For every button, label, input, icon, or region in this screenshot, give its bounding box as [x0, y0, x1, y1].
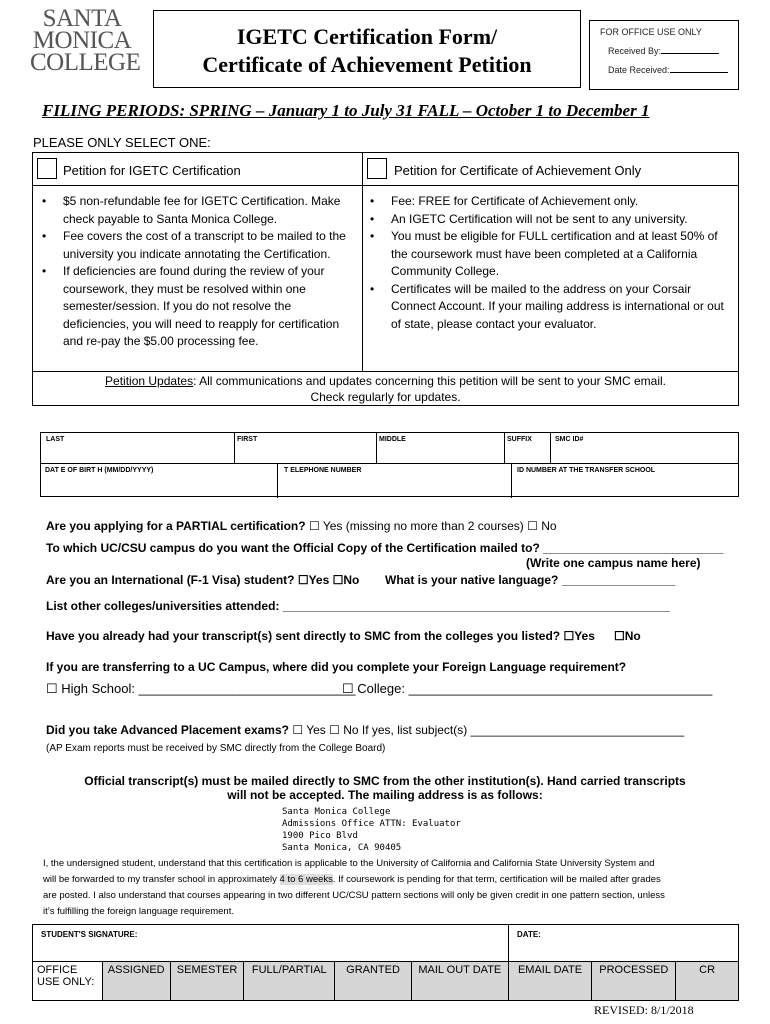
logo-line-2: MONICA	[32, 27, 132, 54]
coa-checkbox[interactable]	[367, 158, 387, 179]
revised-date: REVISED: 8/1/2018	[594, 1003, 694, 1017]
date-received-line	[670, 65, 728, 73]
office-cell: CR	[676, 962, 738, 1000]
logo-line-1: SANTA	[42, 5, 122, 32]
date-received-label: Date Received:	[608, 65, 670, 75]
ap-question: Did you take Advanced Placement exams? ☐ Yes ☐ No If yes, list subject(s) ________________________________	[46, 723, 685, 737]
petition-type-box	[32, 152, 739, 406]
college-option[interactable]: ☐ College: __________________________________________	[342, 681, 713, 696]
transcripts-question[interactable]: Have you already had your transcript(s) sent directly to SMC from the colleges you listed? ☐Yes	[46, 629, 595, 643]
ap-options[interactable]: ☐ Yes ☐ No If yes, list subject(s) ________________________________	[292, 723, 685, 737]
first-name-field[interactable]: FIRST	[237, 436, 258, 443]
campus-hint: (Write one campus name here)	[526, 556, 701, 570]
office-use-heading: FOR OFFICE USE ONLY	[600, 27, 702, 37]
office-cell: FULL/PARTIAL	[244, 962, 335, 1000]
transfer-id-field[interactable]: ID NUMBER AT THE TRANSFER SCHOOL	[517, 467, 656, 474]
list-item: • You must be eligible for FULL certification and at least 50% of the coursework must have been completed at a California Community College.	[366, 228, 734, 281]
list-item: • Certificates will be mailed to the address on your Corsair Connect Account. If your mailing address is international or out of state, please contact your evaluator.	[366, 281, 734, 334]
official-transcript-notice: Official transcript(s) must be mailed directly to SMC from the other institution(s). Hand carried transcripts will not be accepted. The mailing address is as follows:	[84, 774, 686, 802]
partial-question: Are you applying for a PARTIAL certification? ☐ Yes (missing no more than 2 courses) ☐ No	[46, 519, 557, 533]
received-by-label: Received By:	[608, 46, 662, 56]
updates-text: : All communications and updates concerning this petition will be sent to your SMC email.	[193, 374, 666, 388]
filing-periods: FILING PERIODS: SPRING – January 1 to July 31 FALL – October 1 to December 1	[42, 101, 650, 120]
title-line-1: IGETC Certification Form/	[236, 24, 498, 49]
petition-updates	[33, 373, 738, 405]
last-name-field[interactable]: LAST	[46, 436, 65, 443]
foreign-language-question: If you are transferring to a UC Campus, where did you complete your Foreign Language requirement?	[46, 660, 627, 674]
coa-bullet-list	[366, 193, 734, 333]
igetc-option-label: Petition for IGETC Certification	[63, 163, 241, 178]
transcripts-no-option[interactable]: ☐No	[614, 629, 641, 643]
igetc-bullet-list	[38, 193, 356, 351]
middle-name-field[interactable]: MIDDLE	[379, 436, 406, 443]
partial-options[interactable]: ☐ Yes (missing no more than 2 courses) ☐ No	[308, 519, 557, 533]
high-school-option[interactable]: ☐ High School: ______________________________	[46, 681, 356, 696]
list-item: • Fee covers the cost of a transcript to be mailed to the university you indicate annotating the Certification.	[38, 228, 356, 263]
form-title	[153, 10, 581, 88]
weeks-highlight: 4 to 6 weeks	[279, 874, 333, 885]
updates-label: Petition Updates	[105, 374, 194, 388]
list-item: • $5 non-refundable fee for IGETC Certification. Make check payable to Santa Monica College.	[38, 193, 356, 228]
office-cell: PROCESSED	[592, 962, 676, 1000]
student-info-grid	[40, 432, 739, 497]
office-use-row	[32, 961, 739, 1001]
office-cell: MAIL OUT DATE	[412, 962, 509, 1000]
logo-line-3: COLLEGE	[30, 49, 141, 76]
select-instruction: PLEASE ONLY SELECT ONE:	[33, 135, 211, 150]
phone-field[interactable]: T ELEPHONE NUMBER	[284, 467, 362, 474]
office-cell: EMAIL DATE	[509, 962, 593, 1000]
dob-field[interactable]: DAT E OF BIRT H (MM/DD/YYYY)	[45, 467, 154, 474]
office-cell: ASSIGNED	[103, 962, 171, 1000]
santa-monica-college-logo	[30, 5, 141, 76]
list-item: • Fee: FREE for Certificate of Achievement only.	[366, 193, 734, 211]
campus-question[interactable]: To which UC/CSU campus do you want the Official Copy of the Certification mailed to? ___________________________	[46, 541, 724, 555]
igetc-checkbox[interactable]	[37, 158, 57, 179]
student-signature-field[interactable]: STUDENT'S SIGNATURE:	[41, 930, 138, 939]
title-line-2: Certificate of Achievement Petition	[202, 52, 532, 77]
coa-option-label: Petition for Certificate of Achievement Only	[394, 163, 642, 178]
ap-note: (AP Exam reports must be received by SMC directly from the College Board)	[46, 743, 386, 754]
office-cell: GRANTED	[335, 962, 412, 1000]
list-item: • An IGETC Certification will not be sent to any university.	[366, 211, 734, 229]
office-use-box	[589, 20, 739, 90]
international-question[interactable]: Are you an International (F-1 Visa) student? ☐Yes ☐No	[46, 573, 360, 587]
native-language-question[interactable]: What is your native language? _________________	[385, 573, 676, 587]
office-cell: SEMESTER	[171, 962, 245, 1000]
smc-id-field[interactable]: SMC ID#	[555, 436, 584, 443]
date-field[interactable]: DATE:	[517, 930, 541, 939]
suffix-field[interactable]: SUFFIX	[507, 436, 532, 443]
office-cell: OFFICE USE ONLY:	[33, 962, 103, 1000]
mailing-address: Santa Monica College Admissions Office ATTN: Evaluator 1900 Pico Blvd Santa Monica, CA 90405	[282, 807, 461, 853]
received-by-line	[661, 46, 719, 54]
updates-line-2: Check regularly for updates.	[310, 390, 461, 404]
signature-row	[32, 924, 739, 962]
colleges-question[interactable]: List other colleges/universities attended: __________________________________________________________	[46, 599, 670, 613]
list-item: • If deficiencies are found during the review of your coursework, they must be resolved within one semester/session. If you do not resolve the deficiencies, you will need to reapply for certification and re-pay the $5.00 processing fee.	[38, 263, 356, 351]
student-statement: I, the undersigned student, understand that this certification is applicable to the University of California and California State University System and will be forwarded to my transfer school in approximately 4 to 6 weeks. If coursework is pending for that term, certification will be mailed after grades are posted. I also understand that courses appearing in two different UC/CSU pattern sections will only be given credit in one pattern section, unless it’s fulfilling the foreign language requirement.	[43, 858, 665, 917]
